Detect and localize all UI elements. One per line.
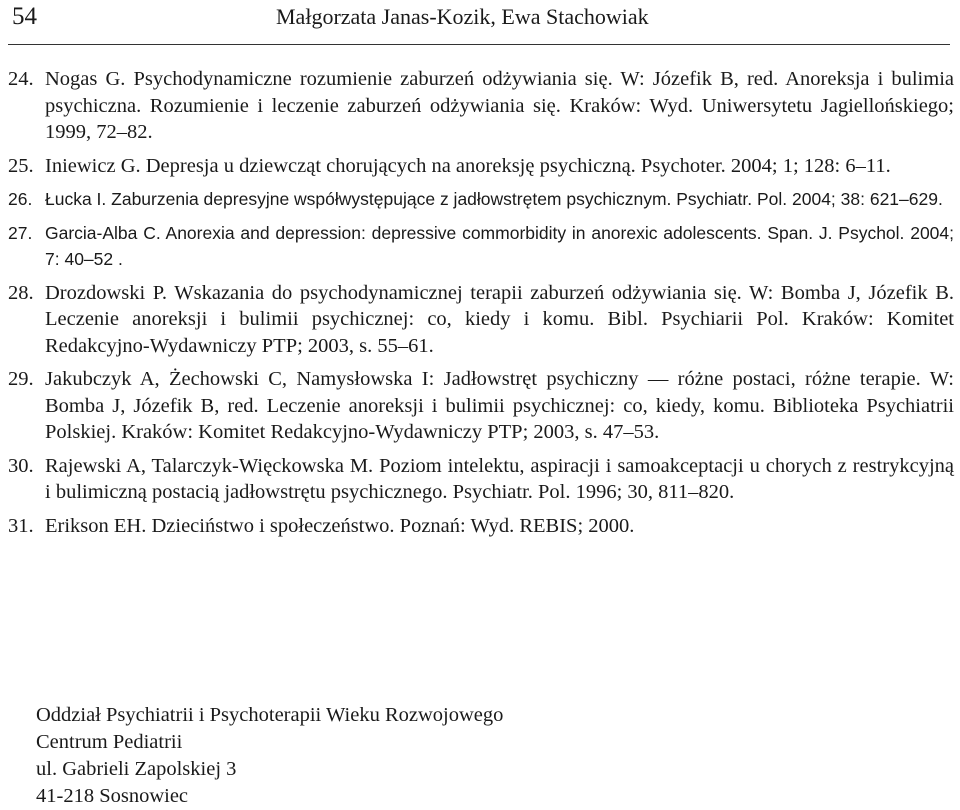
reference-number: 27. bbox=[8, 222, 33, 243]
reference-text: Jakubczyk A, Żechowski C, Namysłowska I: Jadłowstręt psychiczny — różne postaci, różne terapie. W: Bomba J, Józefik B, red. Leczenie anoreksji i bulimii psychicznej: co, kiedy, komu. Biblioteka Psychiatrii Polskiej. Kraków: Komitet Redakcyjno-Wydawniczy PTP; 2003, s. 47–53. bbox=[45, 368, 954, 443]
reference-text: Rajewski A, Talarczyk-Więckowska M. Poziom intelektu, aspiracji i samoakceptacji u chorych z restrykcyjną i bulimiczną postacią jadłowstrętu psychicznego. Psychiatr. Pol. 1996; 30, 811–820. bbox=[45, 454, 954, 503]
reference-item-25 bbox=[0, 153, 960, 180]
address-institution: Centrum Pediatrii bbox=[36, 731, 183, 753]
reference-item-26 bbox=[0, 186, 960, 213]
page-number: 54 bbox=[12, 3, 37, 30]
reference-number: 30. bbox=[8, 454, 34, 477]
reference-item-30 bbox=[0, 453, 960, 506]
reference-number: 29. bbox=[8, 368, 34, 390]
reference-number: 24. bbox=[8, 68, 34, 90]
running-head-authors: Małgorzata Janas-Kozik, Ewa Stachowiak bbox=[276, 4, 649, 29]
reference-list bbox=[0, 66, 960, 546]
address-department: Oddział Psychiatrii i Psychoterapii Wieku Rozwojowego bbox=[36, 704, 504, 726]
reference-text: Erikson EH. Dzieciństwo i społeczeństwo. Poznań: Wyd. REBIS; 2000. bbox=[45, 514, 635, 537]
reference-number: 26. bbox=[8, 189, 33, 209]
reference-item-28 bbox=[0, 280, 960, 360]
reference-item-24 bbox=[0, 66, 960, 146]
reference-number: 28. bbox=[8, 281, 34, 304]
reference-text: Łucka I. Zaburzenia depresyjne współwystępujące z jadłowstrętem psychicznym. Psychiatr. Pol. 2004; 38: 621–629. bbox=[45, 189, 943, 209]
page-header bbox=[8, 0, 950, 45]
correspondence-address bbox=[36, 702, 503, 810]
reference-number: 25. bbox=[8, 154, 34, 177]
reference-text: Drozdowski P. Wskazania do psychodynamicznej terapii zaburzeń odżywiania się. W: Bomba J, Józefik B. Leczenie anoreksji i bulimii psychicznej: co, kiedy i komu. Bibl. Psychiarii Pol. Kraków: Komitet Redakcyjno-Wydawniczy PTP; 2003, s. 55–61. bbox=[45, 281, 954, 357]
reference-item-27 bbox=[0, 220, 960, 273]
reference-item-31 bbox=[0, 513, 960, 540]
reference-text: Garcia-Alba C. Anorexia and depression: depressive commorbidity in anorexic adolescents. Span. J. Psychol. 2004; 7: 40–52 . bbox=[45, 222, 954, 269]
reference-text: Nogas G. Psychodynamiczne rozumienie zaburzeń odżywiania się. W: Józefik B, red. Anoreksja i bulimia psychiczna. Rozumienie i leczenie zaburzeń odżywiania się. Kraków: Wyd. Uniwersytetu Jagiellońskiego; 1999, 72–82. bbox=[45, 68, 954, 143]
reference-item-29 bbox=[0, 366, 960, 446]
reference-text: Iniewicz G. Depresja u dziewcząt chorujących na anoreksję psychiczną. Psychoter. 2004; 1; 128: 6–11. bbox=[45, 154, 891, 177]
reference-number: 31. bbox=[8, 514, 34, 537]
address-city: 41-218 Sosnowiec bbox=[36, 785, 189, 807]
address-street: ul. Gabrieli Zapolskiej 3 bbox=[36, 758, 237, 780]
